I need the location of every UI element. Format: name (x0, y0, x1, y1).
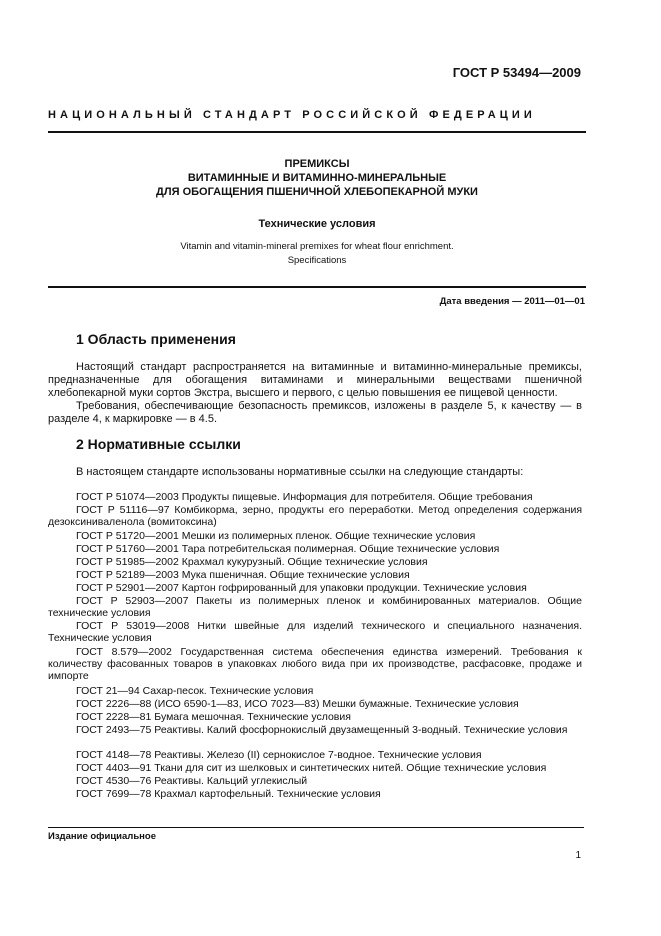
title-subtitle: Технические условия (258, 218, 376, 230)
document-code: ГОСТ Р 53494—2009 (452, 65, 581, 80)
english-title-line-2: Specifications (287, 255, 347, 266)
title-line-2: ВИТАМИННЫЕ И ВИТАМИННО-МИНЕРАЛЬНЫЕ (187, 172, 447, 184)
reference-item: ГОСТ Р 51985—2002 Крахмал кукурузный. Общие технические условия (76, 556, 428, 568)
reference-item: ГОСТ 4403—91 Ткани для сит из шелковых и синтетических нитей. Общие технические условия (76, 762, 547, 774)
title-divider (48, 286, 586, 288)
reference-item: ГОСТ Р 51720—2001 Мешки из полимерных пленок. Общие технические условия (76, 530, 476, 542)
section-1-paragraph-2: Требования, обеспечивающие безопасность премиксов, изложены в разделе 5, к качеству — в разделе 4, к маркировке — в 4.5. (48, 400, 582, 425)
title-line-1: ПРЕМИКСЫ (284, 158, 350, 170)
section-1-heading: 1 Область применения (76, 331, 236, 347)
title-line-3: ДЛЯ ОБОГАЩЕНИЯ ПШЕНИЧНОЙ ХЛЕБОПЕКАРНОЙ МУКИ (156, 186, 478, 198)
reference-item: ГОСТ Р 53019—2008 Нитки швейные для изделий технического и специального назначения. Технические условия (48, 620, 582, 644)
reference-item: ГОСТ Р 52903—2007 Пакеты из полимерных пленок и комбинированных материалов. Общие технические условия (48, 595, 582, 619)
reference-item: ГОСТ Р 51074—2003 Продукты пищевые. Информация для потребителя. Общие требования (76, 491, 533, 503)
reference-item: ГОСТ 4530—76 Реактивы. Кальций углекислый (76, 775, 308, 787)
reference-item: ГОСТ 4148—78 Реактивы. Железо (II) сернокислое 7-водное. Технические условия (76, 749, 482, 761)
reference-item: ГОСТ 2226—88 (ИСО 6590-1—83, ИСО 7023—83) Мешки бумажные. Технические условия (76, 698, 519, 710)
reference-item: ГОСТ 8.579—2002 Государственная система обеспечения единства измерений. Требования к количеству фасованных товаров в упаковках любого вида при их производстве, расфасовке, продаже и импорте (48, 646, 582, 682)
reference-item: ГОСТ Р 52189—2003 Мука пшеничная. Общие технические условия (76, 569, 410, 581)
national-standard-banner: НАЦИОНАЛЬНЫЙ СТАНДАРТ РОССИЙСКОЙ ФЕДЕРАЦИИ (48, 109, 536, 121)
reference-item: ГОСТ 2493—75 Реактивы. Калий фосфорнокислый двузамещенный 3-водный. Технические условия (76, 724, 568, 736)
section-2-intro: В настоящем стандарте использованы нормативные ссылки на следующие стандарты: (76, 466, 524, 478)
reference-item: ГОСТ 21—94 Сахар-песок. Технические условия (76, 685, 314, 697)
reference-item: ГОСТ Р 52901—2007 Картон гофрированный для упаковки продукции. Технические условия (76, 582, 527, 594)
reference-item: ГОСТ Р 51116—97 Комбикорма, зерно, продукты его переработки. Метод определения содержания дезоксиниваленола (вомитоксина) (48, 504, 582, 528)
reference-item: ГОСТ Р 51760—2001 Тара потребительская полимерная. Общие технические условия (76, 543, 500, 555)
section-2-heading: 2 Нормативные ссылки (76, 436, 241, 452)
reference-item: ГОСТ 7699—78 Крахмал картофельный. Технические условия (76, 788, 381, 800)
footer-divider (48, 827, 584, 828)
english-title-line-1: Vitamin and vitamin-mineral premixes for wheat flour enrichment. (180, 241, 454, 252)
page-number: 1 (575, 850, 581, 861)
effective-date: Дата введения — 2011—01—01 (439, 296, 585, 307)
edition-note: Издание официальное (48, 831, 156, 842)
top-divider (48, 131, 586, 133)
section-1-paragraph-1: Настоящий стандарт распространяется на витаминные и витаминно-минеральные премиксы, предназначенные для обогащения витаминами и минеральными веществами пшеничной хлебопекарной муки сортов Экстра, высшего и первого, с целью повышения ее пищевой ценности. (48, 361, 582, 399)
reference-item: ГОСТ 2228—81 Бумага мешочная. Технические условия (76, 711, 351, 723)
